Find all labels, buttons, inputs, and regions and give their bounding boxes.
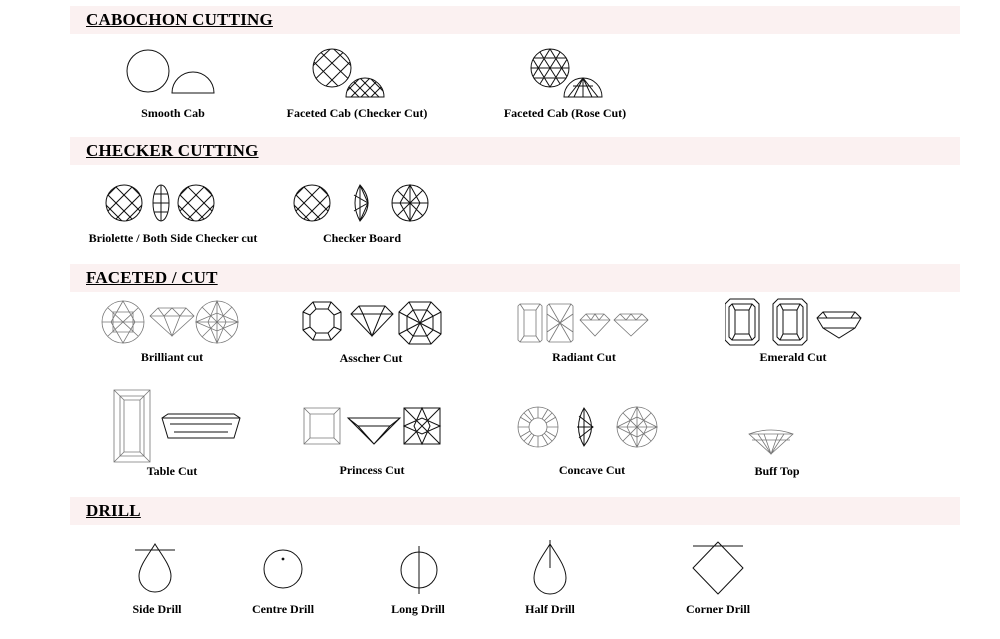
- smooth-cab-icon: [120, 48, 220, 98]
- side-drill-icon: [135, 540, 179, 596]
- section-header-faceted: [70, 264, 960, 292]
- section-header-drill: [70, 497, 960, 525]
- princess-cut-label: Princess Cut: [339, 463, 405, 477]
- emerald-cut-label: Emerald Cut: [759, 350, 827, 364]
- corner-drill-label: Corner Drill: [685, 602, 751, 616]
- faceted-cab-rose-label: Faceted Cab (Rose Cut): [503, 106, 627, 120]
- concave-cut-label: Concave Cut: [558, 463, 626, 477]
- table-cut-label: Table Cut: [146, 464, 198, 478]
- section-header-checker: [70, 137, 960, 165]
- half-drill-label: Half Drill: [525, 602, 575, 616]
- table-cut-icon: [112, 388, 242, 464]
- brilliant-cut-icon: [100, 300, 240, 346]
- corner-drill-icon: [685, 538, 751, 600]
- brilliant-cut-label: Brilliant cut: [140, 350, 204, 364]
- long-drill-label: Long Drill: [391, 602, 445, 616]
- half-drill-icon: [530, 540, 574, 598]
- radiant-cut-icon: [516, 302, 656, 344]
- centre-drill-icon: [262, 548, 306, 592]
- faceted-cab-checker-icon: [310, 48, 390, 100]
- asscher-cut-icon: [301, 300, 443, 346]
- radiant-cut-label: Radiant Cut: [552, 350, 616, 364]
- side-drill-label: Side Drill: [132, 602, 182, 616]
- section-title: CABOCHON CUTTING: [86, 10, 273, 29]
- asscher-cut-label: Asscher Cut: [339, 351, 403, 365]
- buff-top-icon: [746, 424, 796, 456]
- checker-board-label: Checker Board: [322, 231, 402, 245]
- section-title: CHECKER CUTTING: [86, 141, 259, 160]
- centre-drill-label: Centre Drill: [251, 602, 315, 616]
- princess-cut-icon: [302, 406, 442, 448]
- briolette-label: Briolette / Both Side Checker cut: [88, 231, 258, 245]
- section-header-cabochon: [70, 6, 960, 34]
- faceted-cab-checker-label: Faceted Cab (Checker Cut): [286, 106, 428, 120]
- section-title: DRILL: [86, 501, 141, 520]
- smooth-cab-label: Smooth Cab: [141, 106, 205, 120]
- faceted-cab-rose-icon: [528, 48, 608, 100]
- long-drill-icon: [398, 544, 442, 596]
- section-title: FACETED / CUT: [86, 268, 218, 287]
- concave-cut-icon: [517, 406, 659, 450]
- briolette-icon: [105, 184, 217, 224]
- buff-top-label: Buff Top: [754, 464, 800, 478]
- emerald-cut-icon: [725, 298, 867, 346]
- checker-board-icon: [292, 183, 432, 223]
